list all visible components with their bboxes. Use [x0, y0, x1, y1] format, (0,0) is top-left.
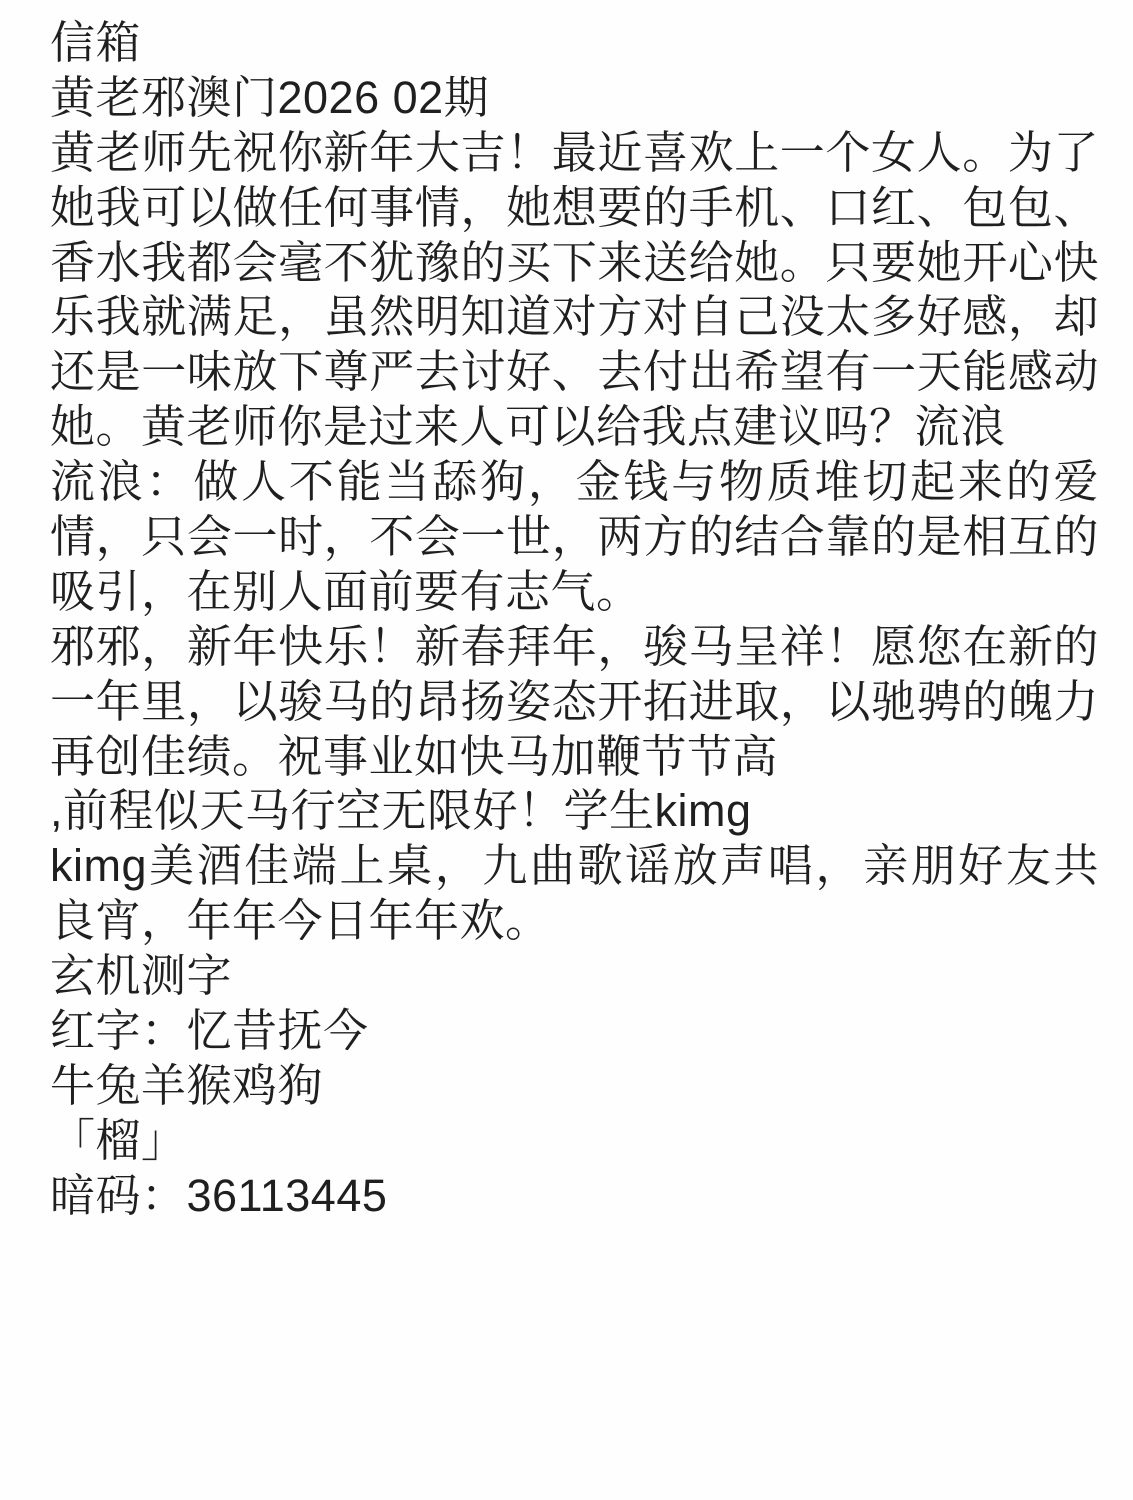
- paragraph-letter-question: 黄老师先祝你新年大吉！最近喜欢上一个女人。为了她我可以做任何事情，她想要的手机、口红、包包、香水我都会毫不犹豫的买下来送给她。只要她开心快乐我就满足，虽然明知道对方对自己没太多好感，却还是一味放下尊严去讨好、去付出希望有一天能感动她。黄老师你是过来人可以给我点建议吗？流浪: [50, 126, 1099, 453]
- paragraph-greeting-one: 邪邪，新年快乐！新春拜年，骏马呈祥！愿您在新的一年里，以骏马的昂扬姿态开拓进取，以驰骋的魄力再创佳绩。祝事业如快马加鞭节节高: [50, 620, 1099, 782]
- secret-code-line: 暗码：36113445: [50, 1169, 388, 1221]
- zodiac-list-line: 牛兔羊猴鸡狗: [50, 1059, 324, 1111]
- document-body: [50, 16, 1099, 1224]
- red-words-line: 红字：忆昔抚今: [50, 1005, 369, 1057]
- section-heading-xuanji: 玄机测字: [50, 950, 233, 1002]
- document-subtitle: 黄老邪澳门2026 02期: [50, 71, 490, 123]
- paragraph-greeting-one-signature: ,前程似天马行空无限好！学生kimg: [50, 785, 752, 837]
- paragraph-greeting-two: kimg美酒佳端上桌，九曲歌谣放声唱，亲朋好友共良宵，年年今日年年欢。: [50, 840, 1099, 947]
- paragraph-letter-answer: 流浪：做人不能当舔狗，金钱与物质堆切起来的爱情，只会一时，不会一世，两方的结合靠的是相互的吸引，在别人面前要有志气。: [50, 456, 1099, 617]
- bracket-word-line: 「榴」: [50, 1114, 187, 1166]
- document-title: 信箱: [50, 17, 142, 68]
